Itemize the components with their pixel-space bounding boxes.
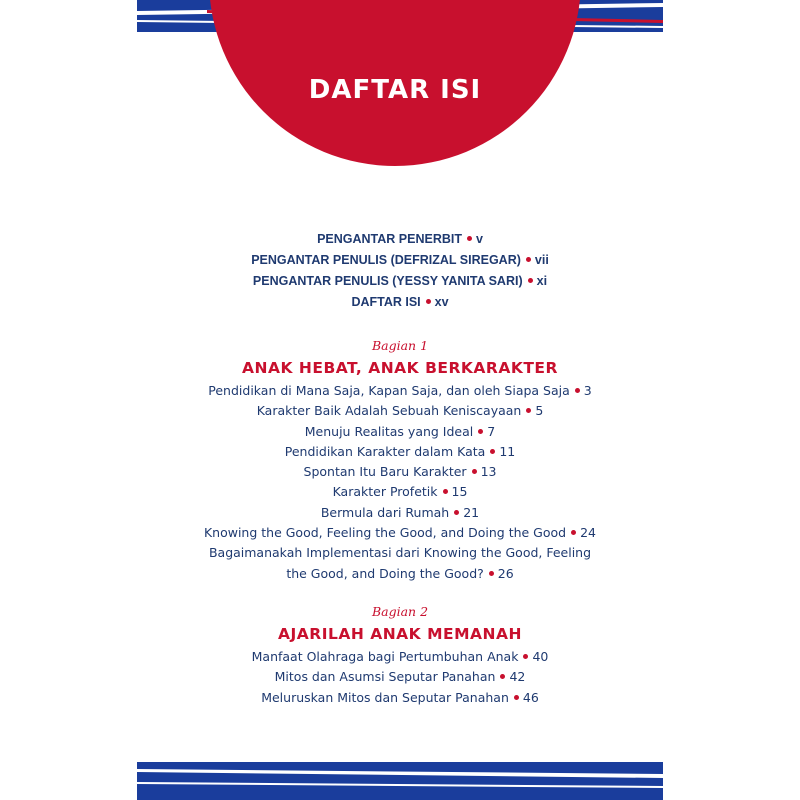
bullet-dot-icon: [500, 674, 505, 679]
entry-title: Manfaat Olahraga bagi Pertumbuhan Anak: [251, 649, 519, 664]
entry-page: 3: [583, 383, 592, 398]
bullet-dot-icon: [523, 654, 528, 659]
entry-title: Spontan Itu Baru Karakter: [303, 464, 467, 480]
part-label: Bagian 1: [371, 338, 429, 353]
part-title: AJARILAH ANAK MEMANAH: [278, 625, 522, 643]
toc-entry: [137, 523, 663, 543]
entry-title: Pendidikan di Mana Saja, Kapan Saja, dan oleh Siapa Saja: [208, 383, 570, 398]
entry-title: Bermula dari Rumah: [320, 504, 450, 520]
entry-page: 5: [535, 403, 544, 419]
entry-title: Mitos dan Asumsi Seputar Panahan: [274, 669, 496, 685]
bullet-dot-icon: [443, 489, 448, 494]
toc-entry: [137, 401, 663, 421]
entry-page: 42: [509, 669, 526, 685]
part-1-section: [137, 337, 663, 584]
toc-entry: [137, 442, 663, 462]
bullet-dot-icon: [454, 510, 459, 515]
front-matter-list: [137, 229, 663, 313]
front-matter-item: [137, 271, 663, 292]
entry-page: 24: [580, 525, 597, 541]
entry-page: 7: [487, 423, 496, 439]
entry-title: Bagaimanakah Implementasi dari Knowing the Good, Feeling the Good, and Doing the Good?: [208, 545, 592, 581]
title-circle: [209, 0, 581, 166]
front-matter-item: [137, 292, 663, 313]
page-title: DAFTAR ISI: [308, 75, 482, 105]
bullet-dot-icon: [571, 530, 576, 535]
entry-title: DAFTAR ISI: [351, 295, 421, 309]
toc-entry: [137, 667, 663, 687]
toc-entry: [137, 381, 663, 401]
entry-page: 11: [499, 443, 516, 459]
entry-title: PENGANTAR PENULIS (DEFRIZAL SIREGAR): [251, 253, 521, 267]
bullet-dot-icon: [490, 449, 495, 454]
entry-title: Knowing the Good, Feeling the Good, and Doing the Good: [203, 525, 567, 541]
bullet-dot-icon: [528, 278, 533, 283]
entry-page: 13: [480, 464, 497, 480]
bullet-dot-icon: [526, 257, 531, 262]
bullet-dot-icon: [478, 429, 483, 434]
bullet-dot-icon: [489, 571, 494, 576]
toc-entry: [137, 688, 663, 708]
entry-page: v: [475, 232, 483, 246]
toc-entry: [137, 462, 663, 482]
part-title: ANAK HEBAT, ANAK BERKARAKTER: [242, 359, 558, 377]
book-page: [137, 0, 663, 800]
bottom-decorative-band: [137, 762, 663, 800]
part-label: Bagian 2: [371, 604, 429, 619]
part-2-section: [137, 603, 663, 708]
front-matter-item: [137, 250, 663, 271]
entry-title: Karakter Profetik: [332, 484, 438, 500]
toc-entry: [137, 647, 663, 667]
entry-page: 26: [497, 565, 514, 581]
bullet-dot-icon: [514, 695, 519, 700]
entry-title: Menuju Realitas yang Ideal: [304, 423, 474, 439]
entry-page: 46: [522, 689, 539, 705]
entry-page: vii: [534, 253, 549, 267]
toc-entry: [137, 422, 663, 442]
entry-title: PENGANTAR PENERBIT: [317, 232, 462, 246]
entry-title: PENGANTAR PENULIS (YESSY YANITA SARI): [252, 274, 523, 288]
bullet-dot-icon: [467, 236, 472, 241]
entry-title: Meluruskan Mitos dan Seputar Panahan: [261, 689, 509, 705]
bullet-dot-icon: [526, 408, 531, 413]
bullet-dot-icon: [575, 388, 580, 393]
toc-entry: [137, 482, 663, 502]
front-matter-item: [137, 229, 663, 250]
toc-entry: [137, 503, 663, 523]
entry-page: xv: [434, 295, 449, 309]
entry-title: Pendidikan Karakter dalam Kata: [284, 443, 486, 459]
bullet-dot-icon: [472, 469, 477, 474]
entry-page: 40: [532, 649, 549, 664]
entry-title: Karakter Baik Adalah Sebuah Keniscayaan: [256, 403, 522, 419]
entry-page: 15: [451, 484, 468, 500]
bullet-dot-icon: [426, 299, 431, 304]
entry-page: 21: [463, 504, 480, 520]
entry-page: xi: [536, 274, 548, 288]
toc-entry: [137, 543, 663, 584]
